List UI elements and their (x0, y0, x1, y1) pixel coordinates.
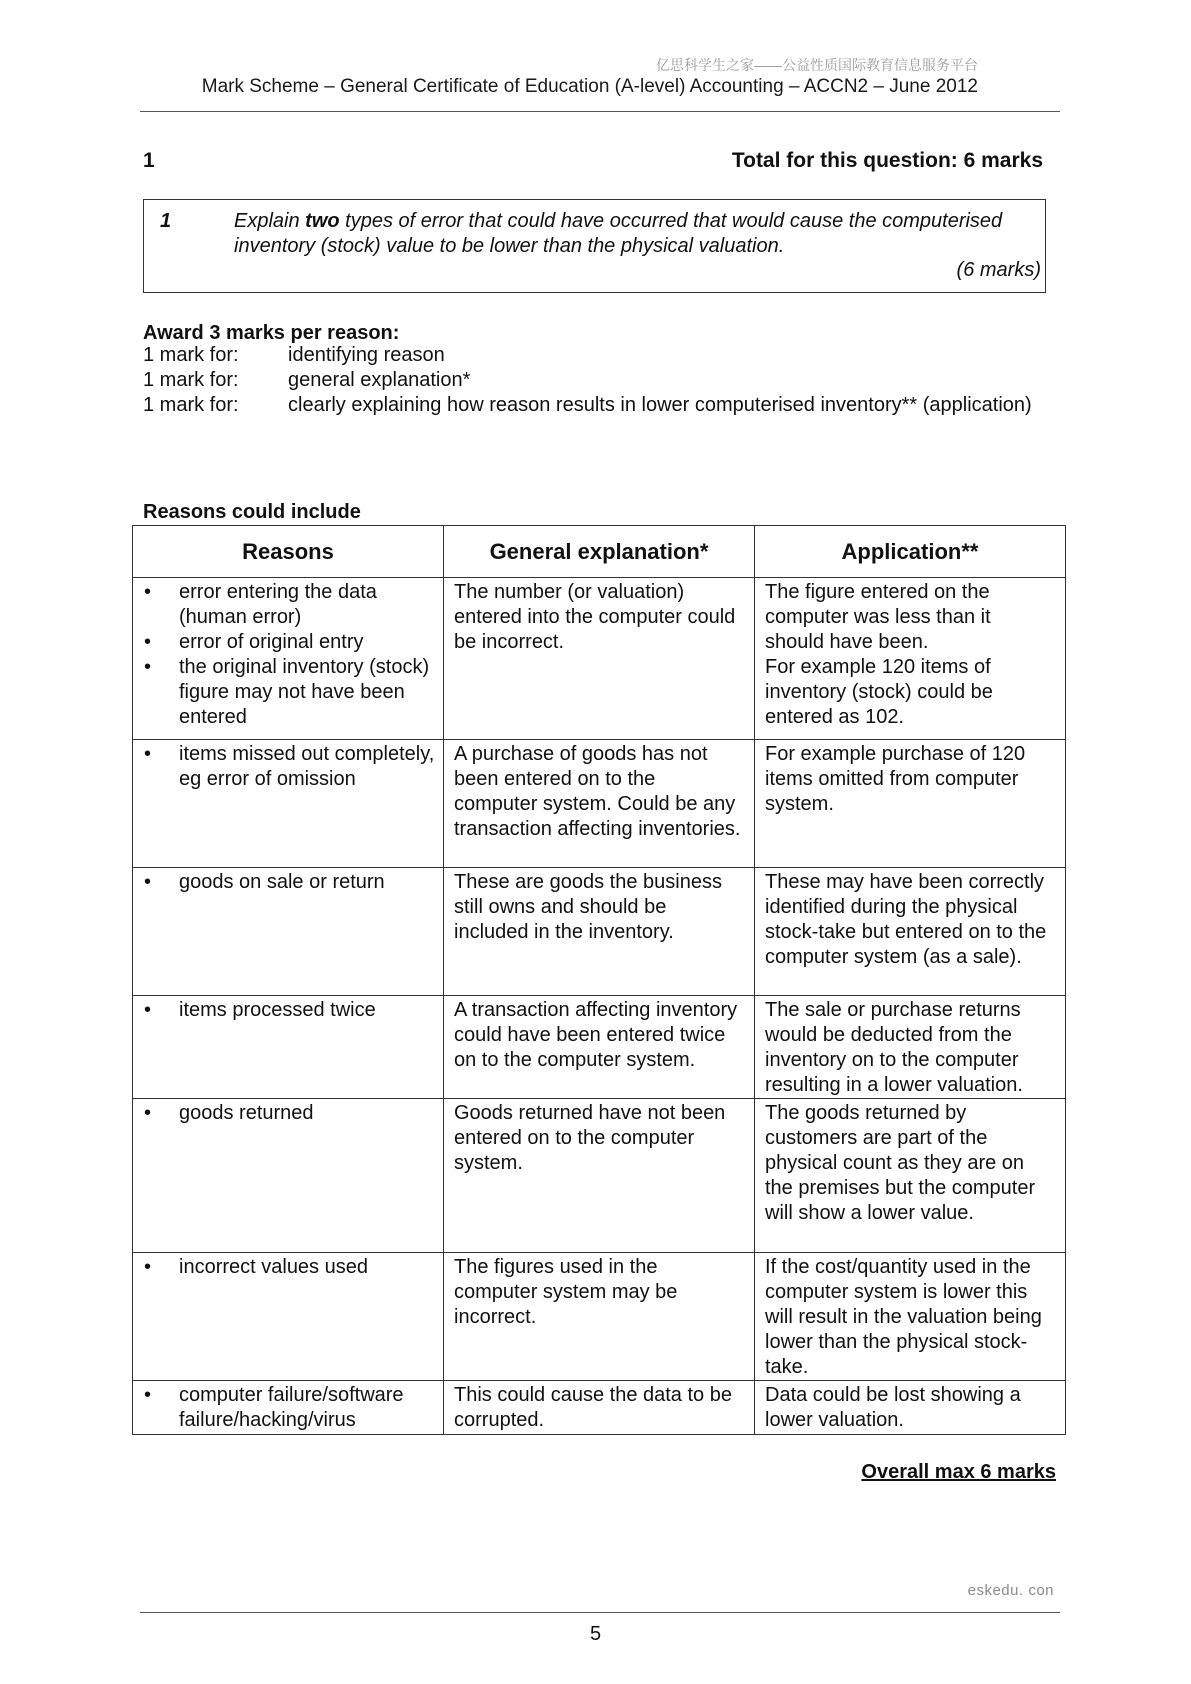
explanation-cell (444, 740, 755, 868)
footer-divider (140, 1612, 1060, 1613)
table-row (133, 1253, 1066, 1381)
table-row (133, 1099, 1066, 1253)
table-row (133, 996, 1066, 1099)
reasons-cell (133, 578, 444, 740)
table-row (133, 578, 1066, 740)
explanation-cell (444, 868, 755, 996)
reason-item: • error entering the data (human error) (179, 580, 435, 630)
reasons-cell (133, 1253, 444, 1381)
question-text-start: Explain (234, 210, 306, 232)
application-cell (755, 996, 1066, 1099)
reasons-cell (133, 1099, 444, 1253)
explanation-text: Goods returned have not been entered on to the computer system. (454, 1102, 726, 1174)
explanation-cell (444, 578, 755, 740)
application-cell (755, 1253, 1066, 1381)
explanation-cell (444, 1381, 755, 1435)
table-row (133, 1381, 1066, 1435)
explanation-text: A purchase of goods has not been entered on to the computer system. Could be any transaction affecting inventories. (454, 743, 741, 840)
explanation-text: These are goods the business still owns and should be included in the inventory. (454, 871, 722, 943)
table-header-row (133, 526, 1066, 578)
application-text: If the cost/quantity used in the computer system is lower this will result in the valuation being lower than the physical stock-take. (765, 1256, 1042, 1378)
question-box-number: 1 (160, 210, 172, 232)
site-watermark: eskedu. con (967, 1582, 1054, 1599)
reason-item: • the original inventory (stock) figure may not have been entered (179, 655, 435, 730)
reason-item: • computer failure/software failure/hacking/virus (179, 1383, 435, 1433)
column-header-application: Application** (755, 526, 1066, 578)
column-header-explanation: General explanation* (444, 526, 755, 578)
reasons-table (132, 525, 1066, 1435)
application-cell (755, 1381, 1066, 1435)
header-divider (140, 111, 1060, 112)
question-box (143, 199, 1046, 293)
application-text: The figure entered on the computer was less than it should have been. For example 120 items of inventory (stock) could be entered as 102. (765, 581, 993, 728)
reasons-cell (133, 868, 444, 996)
mark-row-label: 1 mark for: (143, 369, 239, 391)
application-text: The sale or purchase returns would be deducted from the inventory on to the computer resulting in a lower valuation. (765, 999, 1023, 1096)
explanation-cell (444, 996, 755, 1099)
mark-row-text: clearly explaining how reason results in lower computerised inventory** (application) (288, 394, 1032, 416)
application-text: Data could be lost showing a lower valuation. (765, 1384, 1021, 1431)
question-total: Total for this question: 6 marks (731, 149, 1043, 172)
reason-item: • goods returned (179, 1101, 435, 1126)
question-text-end: types of error that could have occurred that would cause the computerised inventory (stock) value to be lower than the physical valuation. (234, 210, 1003, 257)
explanation-cell (444, 1253, 755, 1381)
explanation-text: The figures used in the computer system may be incorrect. (454, 1256, 678, 1328)
explanation-text: The number (or valuation) entered into the computer could be incorrect. (454, 581, 736, 653)
application-cell (755, 740, 1066, 868)
table-row (133, 740, 1066, 868)
mark-row-label: 1 mark for: (143, 394, 239, 416)
reason-item: • items missed out completely, eg error of omission (179, 742, 435, 792)
question-text-emphasis: two (305, 210, 340, 232)
explanation-text: A transaction affecting inventory could have been entered twice on to the computer system. (454, 999, 738, 1071)
reason-item: • goods on sale or return (179, 870, 435, 895)
question-marks: (6 marks) (956, 259, 1041, 281)
reason-item: • error of original entry (179, 630, 435, 655)
application-cell (755, 578, 1066, 740)
application-cell (755, 1099, 1066, 1253)
question-text (234, 209, 1034, 259)
reason-item: • incorrect values used (179, 1255, 435, 1280)
explanation-text: This could cause the data to be corrupted. (454, 1384, 732, 1431)
reasons-cell (133, 996, 444, 1099)
application-cell (755, 868, 1066, 996)
table-row (133, 868, 1066, 996)
mark-row-text: general explanation* (288, 369, 471, 391)
reason-item: • items processed twice (179, 998, 435, 1023)
page-number: 5 (589, 1623, 602, 1645)
reasons-heading: Reasons could include (143, 501, 361, 523)
question-number: 1 (143, 149, 155, 172)
application-text: These may have been correctly identified during the physical stock-take but entered on to the computer system (as a sale). (765, 871, 1047, 968)
document-header: Mark Scheme – General Certificate of Education (A-level) Accounting – ACCN2 – June 2012 (201, 76, 978, 97)
overall-max-marks: Overall max 6 marks (861, 1461, 1056, 1483)
mark-row-text: identifying reason (288, 344, 445, 366)
explanation-cell (444, 1099, 755, 1253)
reasons-cell (133, 740, 444, 868)
column-header-reasons: Reasons (133, 526, 444, 578)
application-text: The goods returned by customers are part of the physical count as they are on the premises but the computer will show a lower value. (765, 1102, 1036, 1224)
application-text: For example purchase of 120 items omitted from computer system. (765, 743, 1026, 815)
award-heading: Award 3 marks per reason: (143, 322, 400, 344)
reasons-cell (133, 1381, 444, 1435)
watermark-text: 亿思科学生之家——公益性质国际教育信息服务平台 (656, 57, 978, 73)
mark-row-label: 1 mark for: (143, 344, 239, 366)
